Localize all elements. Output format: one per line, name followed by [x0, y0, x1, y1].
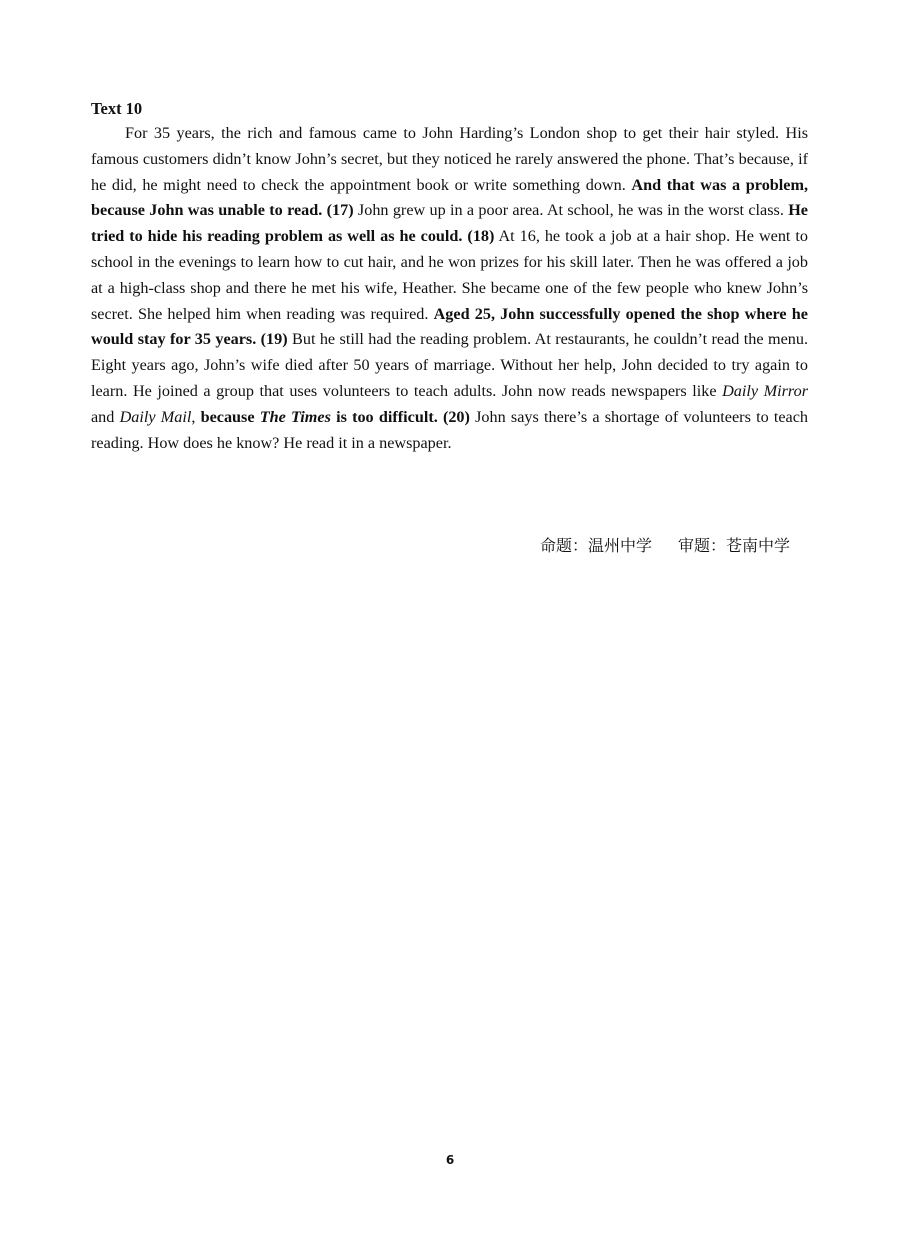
- passage-text: For 35 years, the rich and famous came to John Harding’s London shop to get their hair styled. His famous customers didn’t know John’s secret, but they noticed he rarely answered the phone. That’s because, if he did, he might need to check the appointment book or write something down.: [91, 124, 808, 194]
- passage-text: John says there’s a shortage of volunteers to teach reading. How does he know? He read it in a newspaper.: [91, 407, 809, 452]
- passage-text: John grew up in a poor area. At school, he was in the worst class.: [353, 201, 789, 220]
- newspaper-title: Daily Mirror: [722, 381, 808, 400]
- bold-sentence-18: He tried to hide his reading problem as well as he could. (18): [91, 201, 808, 246]
- bold-sentence-20: [201, 408, 470, 426]
- reading-passage: [91, 121, 808, 456]
- section-heading: Text 10: [91, 99, 143, 118]
- bold-sentence-17: And that was a problem, because John was unable to read. (17): [91, 175, 808, 220]
- passage-text: At 16, he took a job at a hair shop. He went to school in the evenings to learn how to cut hair, and he won prizes for his skill later. Then he was offered a job at a high-class shop and there he met his wife, Heather. She became one of the few people who knew John’s secret. She helped him when reading was required.: [91, 227, 808, 323]
- passage-text: and: [91, 407, 120, 426]
- page-number: 6: [445, 1153, 455, 1167]
- passage-text: ,: [191, 407, 201, 426]
- bold-text: because: [200, 407, 260, 426]
- newspaper-title: Daily Mail: [119, 407, 192, 426]
- bold-sentence-19: Aged 25, John successfully opened the shop where he would stay for 35 years. (19): [91, 304, 808, 349]
- bold-text: is too difficult. (20): [330, 407, 470, 426]
- author-credit: 命题：温州中学: [540, 536, 653, 555]
- reviewer-credit: 审题：苍南中学: [678, 536, 791, 555]
- passage-text: But he still had the reading problem. At restaurants, he couldn’t read the menu. Eight years ago, John’s wife died after 50 years of marriage. Without her help, John decided to try again to learn. He joined a group that uses volunteers to teach adults. John now reads newspapers like: [91, 330, 808, 400]
- exam-credits: [540, 534, 790, 558]
- newspaper-title: The Times: [259, 407, 331, 426]
